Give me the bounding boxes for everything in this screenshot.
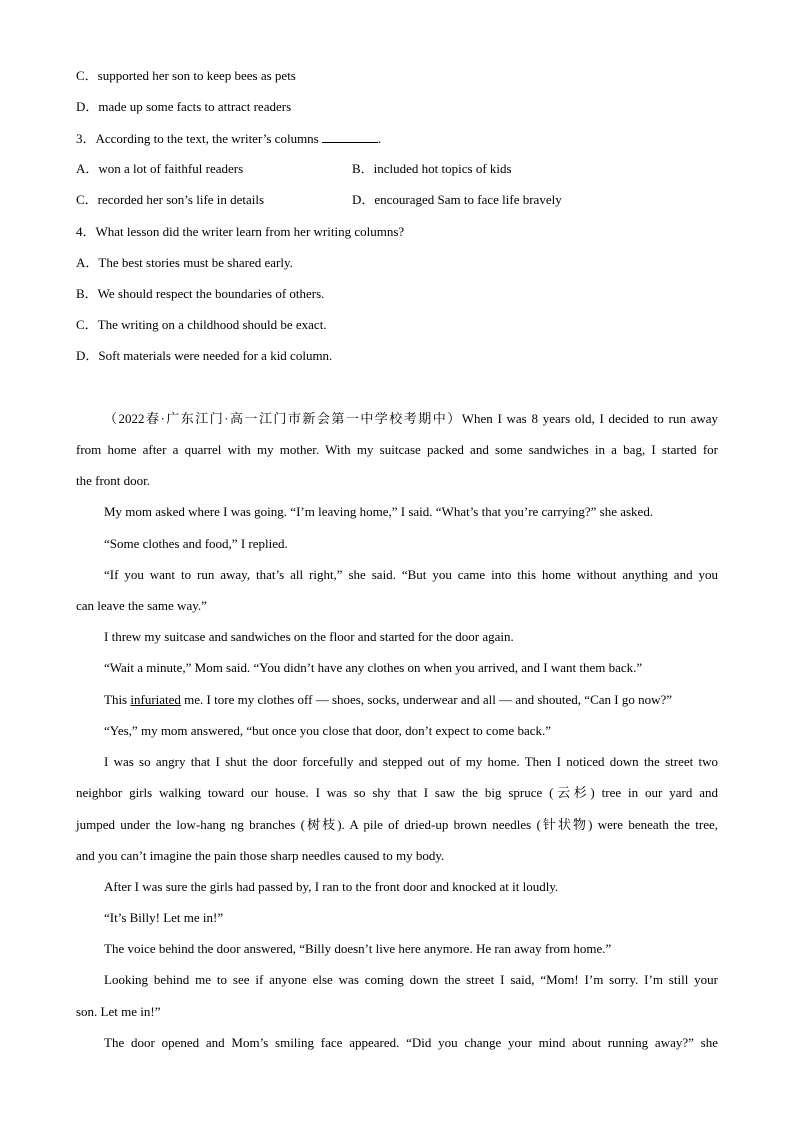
question-3-stem (76, 130, 718, 147)
option-2c: C．supported her son to keep bees as pets (76, 68, 296, 83)
question-3-end: . (378, 131, 382, 146)
passage-line: can leave the same way.” (76, 598, 207, 613)
option-4c: C．The writing on a childhood should be exact. (76, 317, 327, 332)
passage-line: I was so angry that I shut the door forcefully and stepped out of my home. Then I noticed down the street two (104, 754, 718, 769)
passage-line: neighbor girls walking toward our house. I was so shy that I saw the big spruce (云杉) tree in our yard and (76, 785, 718, 800)
passage-line: “It’s Billy! Let me in!” (104, 910, 224, 925)
passage-line: the front door. (76, 473, 151, 488)
passage-line: Looking behind me to see if anyone else was coming down the street I said, “Mom! I’m sorry. I’m still your (104, 972, 718, 987)
passage-line: from home after a quarrel with my mother. With my suitcase packed and some sandwiches in a bag, I started for (76, 442, 718, 457)
underlined-word: infuriated (130, 692, 181, 707)
passage-line: “Yes,” my mom answered, “but once you close that door, don’t expect to come back.” (104, 723, 552, 738)
passage-line: I threw my suitcase and sandwiches on the floor and started for the door again. (104, 629, 514, 644)
passage-line: After I was sure the girls had passed by, I ran to the front door and knocked at it loudly. (104, 879, 559, 894)
option-3b: B．included hot topics of kids (352, 161, 512, 176)
question-4-stem: 4．What lesson did the writer learn from her writing columns? (76, 224, 405, 239)
question-3-text: 3．According to the text, the writer’s columns (76, 131, 319, 146)
passage-line: （2022春·广东江门·高一江门市新会第一中学校考期中）When I was 8 years old, I decided to run away (104, 411, 718, 426)
passage-line (104, 692, 718, 708)
option-4d: D．Soft materials were needed for a kid column. (76, 348, 333, 363)
option-3d: D．encouraged Sam to face life bravely (352, 192, 562, 207)
passage-text: This (104, 692, 131, 707)
passage-line: “If you want to run away, that’s all right,” she said. “But you came into this home without anything and you (104, 567, 718, 582)
passage-line: jumped under the low-hang ng branches (树枝). A pile of dried-up brown needles (针状物) were beneath the tree, (76, 817, 718, 832)
option-4b: B．We should respect the boundaries of others. (76, 286, 325, 301)
passage-line: “Some clothes and food,” I replied. (104, 536, 288, 551)
passage-line: The voice behind the door answered, “Billy doesn’t live here anymore. He ran away from home.” (104, 941, 612, 956)
passage-text: me. I tore my clothes off — shoes, socks, underwear and all — and shouted, “Can I go now?” (180, 692, 673, 707)
passage-line: My mom asked where I was going. “I’m leaving home,” I said. “What’s that you’re carrying?” she asked. (104, 504, 654, 519)
passage-line: “Wait a minute,” Mom said. “You didn’t have any clothes on when you arrived, and I want them back.” (104, 660, 643, 675)
passage-line: and you can’t imagine the pain those sharp needles caused to my body. (76, 848, 445, 863)
option-2d: D．made up some facts to attract readers (76, 99, 292, 114)
answer-blank (322, 130, 378, 143)
option-4a: A．The best stories must be shared early. (76, 255, 293, 270)
option-3c: C．recorded her son’s life in details (76, 192, 265, 207)
passage-line: son. Let me in!” (76, 1004, 161, 1019)
option-3a: A．won a lot of faithful readers (76, 161, 244, 176)
passage-line: The door opened and Mom’s smiling face appeared. “Did you change your mind about running away?” she (104, 1035, 718, 1050)
